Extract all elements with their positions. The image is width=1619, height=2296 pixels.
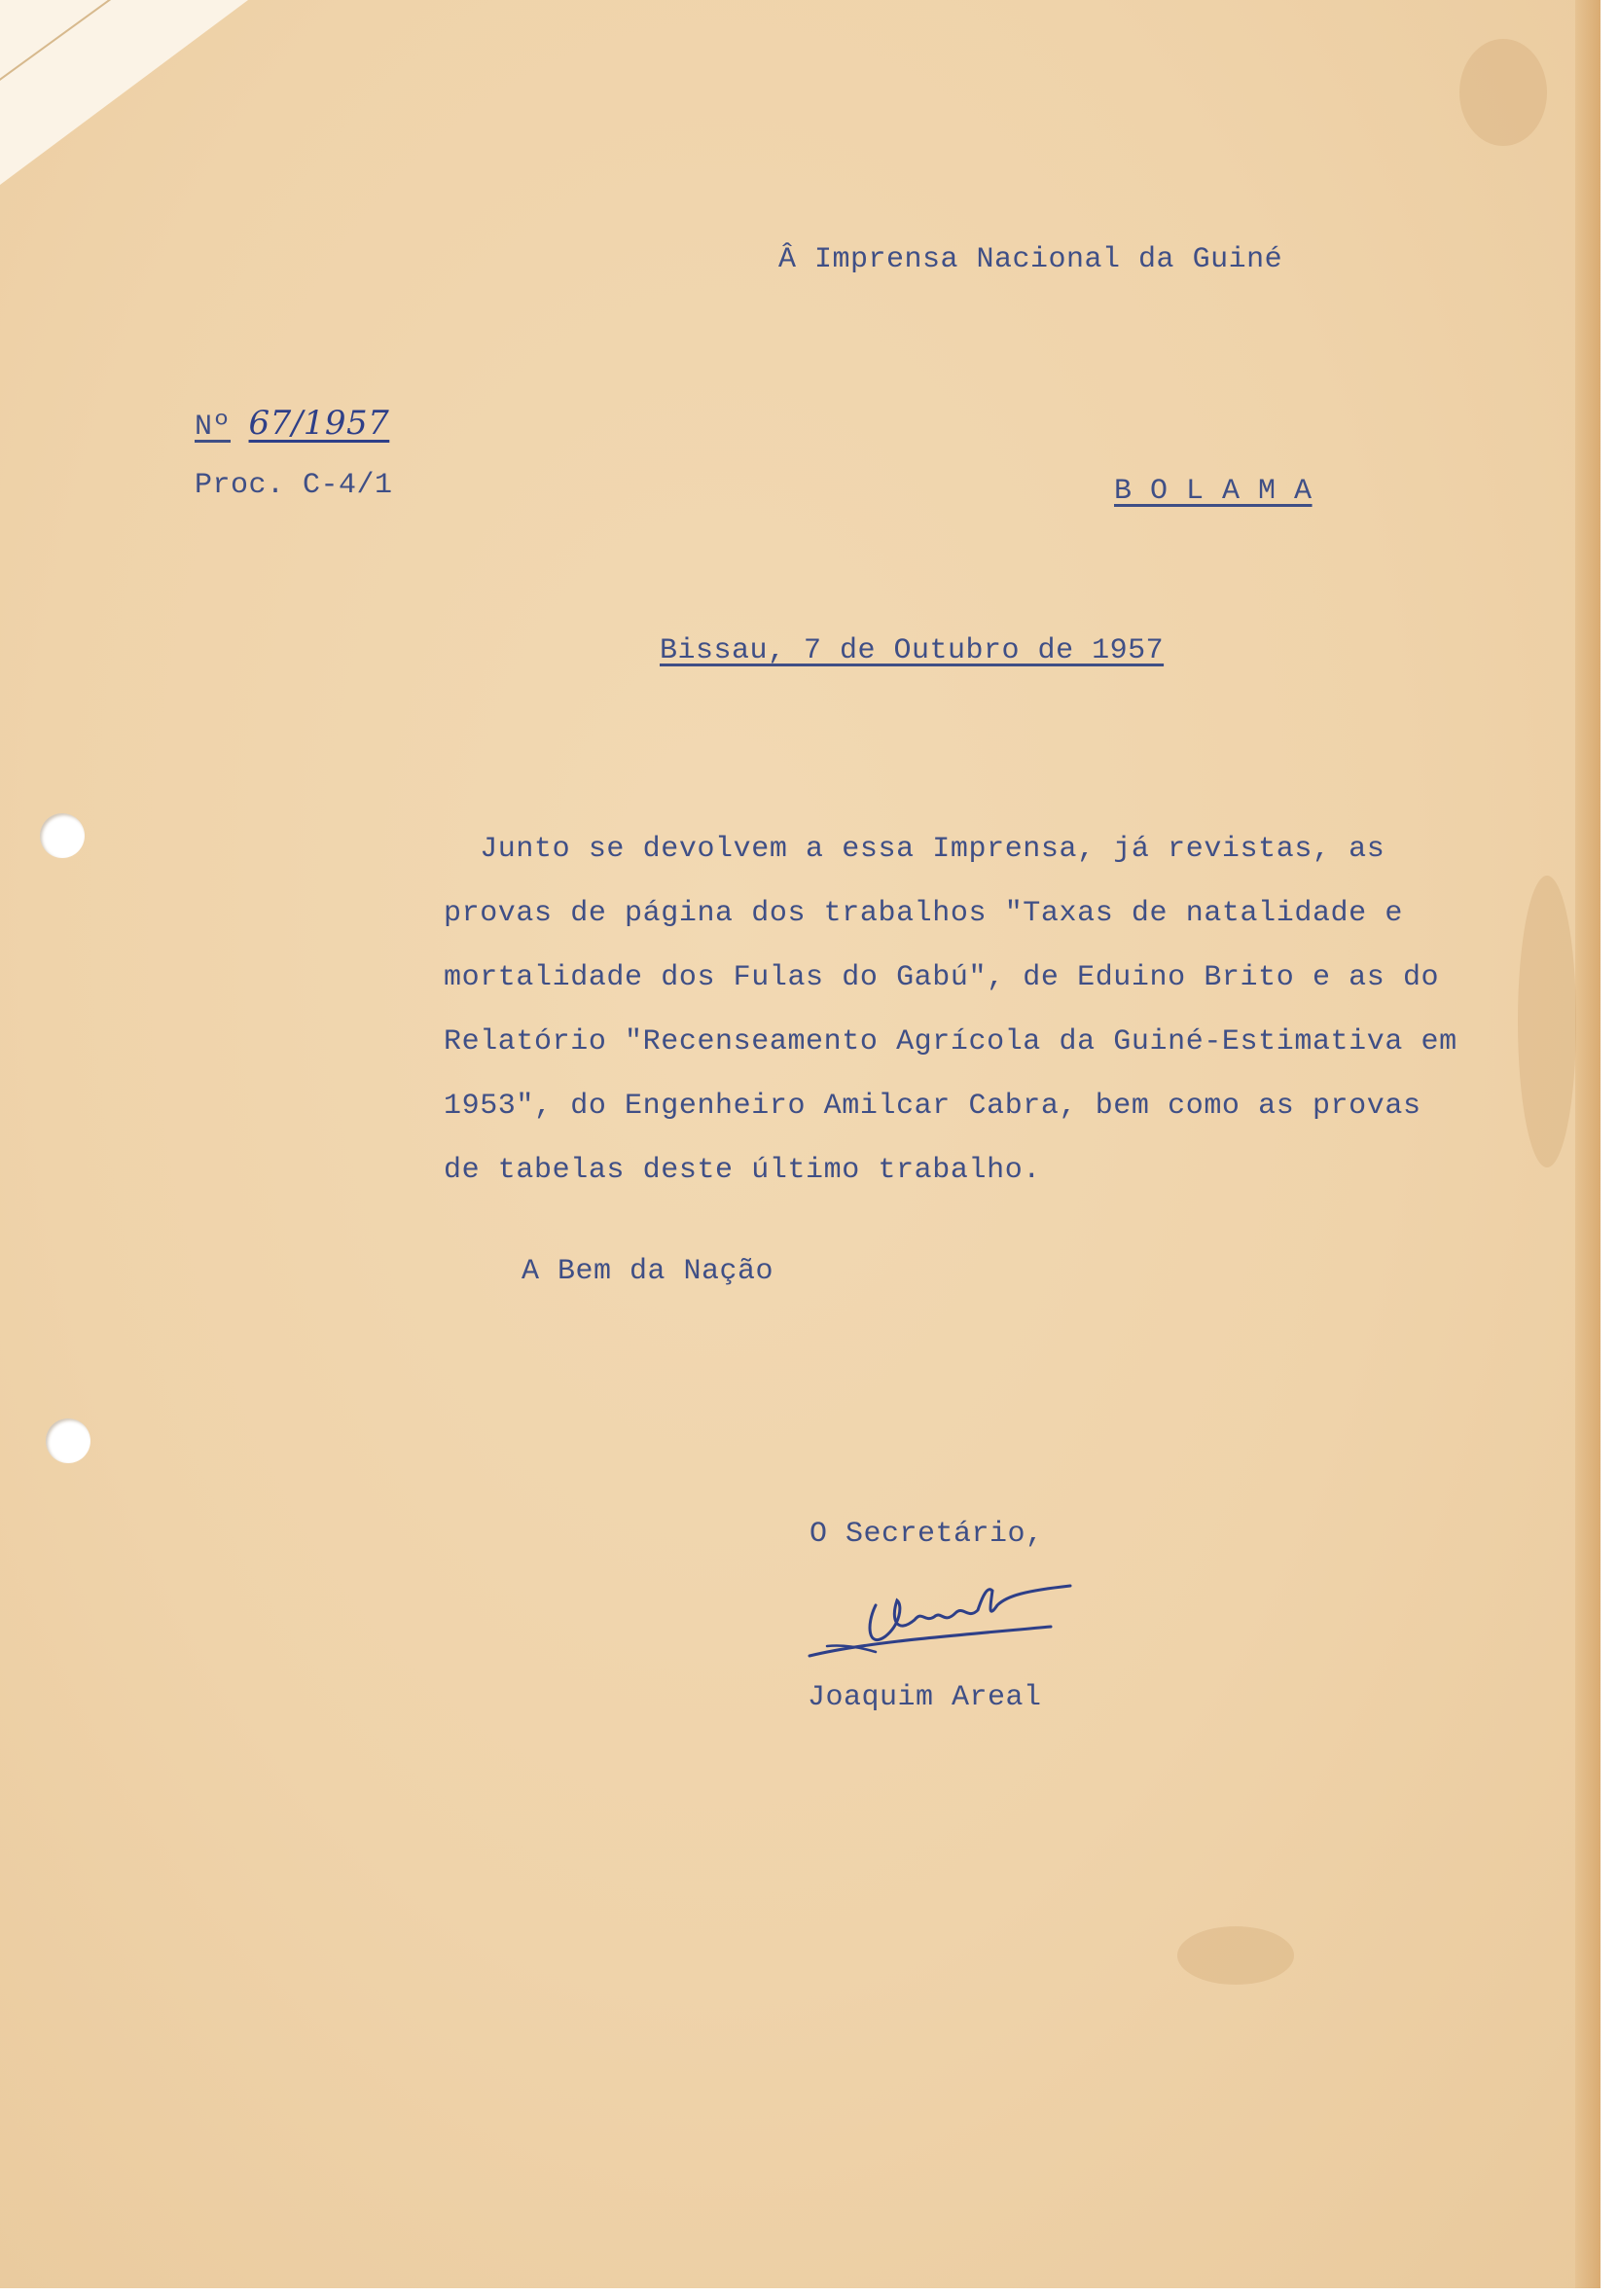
number-value: 67/1957: [248, 404, 390, 443]
body-line: 1953", do Engenheiro Amilcar Cabra, bem como as provas: [444, 1090, 1421, 1123]
paper-stain: [1177, 1926, 1294, 1985]
punch-hole-icon: [40, 813, 85, 858]
document-number: [195, 404, 389, 444]
signature-icon: [808, 1566, 1090, 1673]
process-reference: Proc. C-4/1: [195, 469, 393, 502]
body-line: de tabelas deste último trabalho.: [444, 1154, 1041, 1187]
body-line: mortalidade dos Fulas do Gabú", de Eduino Brito e as do: [444, 961, 1440, 994]
date-line: Bissau, 7 de Outubro de 1957: [660, 634, 1165, 667]
folded-corner: [0, 0, 248, 185]
paper-stain: [1459, 39, 1547, 146]
body-line: provas de página dos trabalhos "Taxas de natalidade e: [444, 897, 1403, 930]
closing-salutation: A Bem da Nação: [522, 1255, 774, 1288]
page-edge: [1575, 0, 1601, 2288]
destination: B O L A M A: [1114, 475, 1313, 508]
paper-stain: [1518, 876, 1576, 1167]
body-line: Junto se devolvem a essa Imprensa, já revistas, as: [444, 833, 1385, 866]
punch-hole-icon: [46, 1418, 90, 1463]
signatory-name: Joaquim Areal: [808, 1681, 1042, 1714]
addressee: Â Imprensa Nacional da Guiné: [778, 243, 1283, 276]
body-line: Relatório "Recenseamento Agrícola da Guiné-Estimativa em: [444, 1025, 1457, 1058]
number-label: Nº: [195, 411, 232, 444]
signatory-title: O Secretário,: [810, 1518, 1044, 1551]
